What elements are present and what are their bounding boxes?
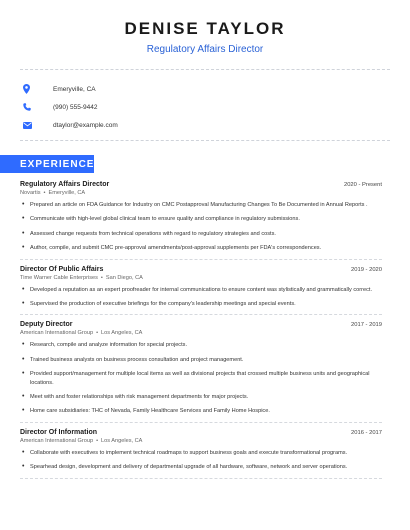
job-title: Regulatory Affairs Director [20,181,110,188]
job-meta [20,330,382,336]
meta-separator: • [96,437,99,444]
contact-phone [20,98,390,116]
job-divider [20,314,382,315]
job-company: Time Warner Cable Enterprises [20,274,98,281]
list-item: • Supervised the production of executive briefings for the company's leadership meetings and special events. [22,300,296,308]
job-title: Director Of Information [20,428,98,436]
job-entry [20,181,382,253]
list-item: • Trained business analysts on business process consultation and project management. [22,355,244,363]
phone-text: (990) 555-9442 [53,103,98,111]
job-bullets [20,341,382,415]
list-item: • Home care subsidiaries: THC of Nevada, Family Healthcare Services and Family Home Hospice. [22,407,270,415]
job-meta [20,275,382,281]
job-location: Emeryville, CA [48,190,86,196]
contact-divider [20,140,390,141]
job-dates: 2019 - 2020 [351,266,382,273]
contact-location [20,80,390,98]
job-divider [20,478,382,479]
job-entry [20,321,382,415]
email-text: dtaylor@example.com [53,121,118,129]
candidate-role: Regulatory Affairs Director [146,44,264,55]
phone-icon [23,100,39,114]
job-dates: 2017 - 2019 [351,322,382,329]
experience-section-header [0,155,94,173]
job-meta [20,438,382,444]
envelope-icon [23,118,39,132]
list-item: • Author, compile, and submit CMC pre-approval amendments/post-approval supplements per FDA's correspondences. [22,244,322,252]
meta-separator: • [96,330,99,337]
list-item: • Communicate with high-level global clinical team to ensure quality and compliance in regulatory submissions. [22,215,300,223]
job-entry [20,429,382,472]
meta-separator: • [100,274,103,281]
job-location: Los Angeles, CA [101,330,143,337]
list-item: • Meet with and foster relationships with risk management departments for major projects. [22,393,249,401]
job-meta [20,190,382,196]
meta-separator: • [43,190,46,196]
job-title: Deputy Director [20,321,73,329]
section-title: EXPERIENCE [20,158,95,170]
job-dates: 2020 - Present [343,182,382,188]
resume-header [0,0,410,57]
job-company: Novartis [20,190,41,196]
job-company: American International Group [20,437,94,444]
job-entry [20,266,382,309]
candidate-name: DENISE TAYLOR [124,19,286,38]
job-company: American International Group [20,330,94,337]
job-bullets [20,286,382,309]
map-pin-icon [23,82,39,96]
job-divider [20,259,382,260]
job-bullets [20,201,382,253]
list-item: • Prepared an article on FDA Guidance for Industry on CMC Postapproval Manufacturing Changes To Be Documented in Annual Reports . [22,201,368,208]
contact-email [20,116,390,134]
experience-list [0,173,410,479]
job-location: San Diego, CA [105,274,143,281]
list-item: • Collaborate with executives to implement technical roadmaps to support business goals and execute transformational programs. [22,448,348,456]
job-divider [20,422,382,423]
job-title: Director Of Public Affairs [20,265,104,273]
location-text: Emeryville, CA [53,85,96,93]
list-item: • Provided support/management for multiple local items as well as divisional projects that crossed multiple business units and geographical locations. [22,370,370,386]
job-location: Los Angeles, CA [101,437,143,444]
list-item: • Spearhead design, development and delivery of departmental upgrade of all hardware, software, network and server operations. [22,463,348,471]
list-item: • Assessed change requests from technical operations with regard to regulatory strategies and costs. [22,229,276,237]
list-item: • Developed a reputation as an expert proofreader for internal communications to ensure content was stylistically and grammatically correct. [22,285,373,293]
job-bullets [20,449,382,472]
list-item: • Research, compile and analyze information for special projects. [22,341,188,349]
contact-list [0,70,410,140]
job-dates: 2016 - 2017 [351,429,382,436]
